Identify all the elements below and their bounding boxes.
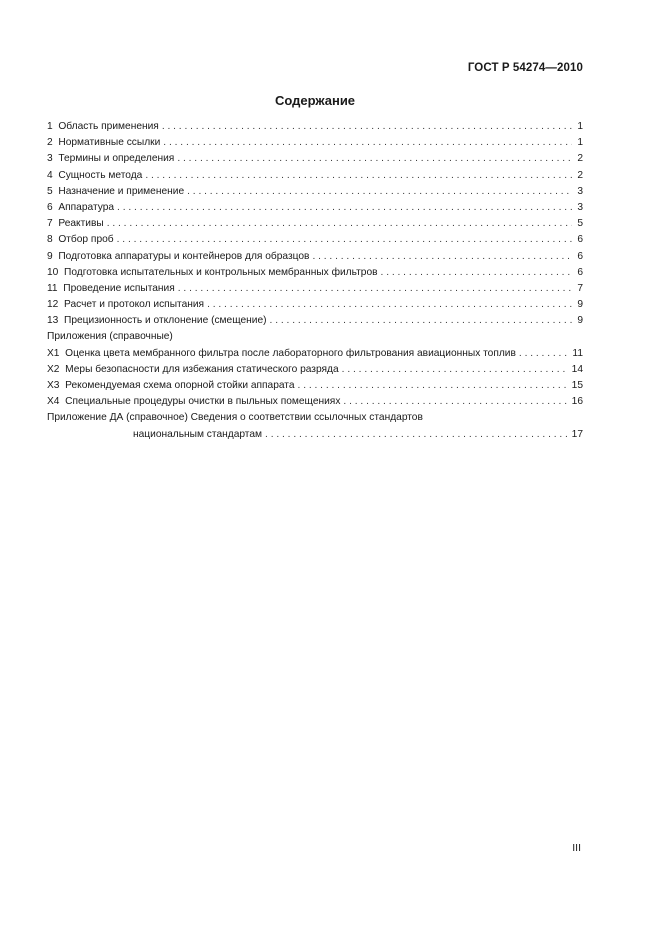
table-of-contents xyxy=(47,119,583,443)
toc-entry-page: 2 xyxy=(577,153,583,165)
toc-appendix-entry[interactable] xyxy=(47,346,583,362)
toc-entry[interactable] xyxy=(47,265,583,281)
dot-leader xyxy=(177,151,572,167)
toc-entry-number: 8 xyxy=(47,234,53,246)
toc-entry-label: Реактивы xyxy=(58,218,104,230)
toc-entry-label: Меры безопасности для избежания статического разряда xyxy=(65,363,339,375)
toc-entry[interactable] xyxy=(47,297,583,313)
toc-entry-page: 5 xyxy=(577,218,583,230)
toc-entry[interactable] xyxy=(47,184,583,200)
toc-entry[interactable] xyxy=(47,313,583,329)
toc-entry[interactable] xyxy=(47,135,583,151)
toc-entry-page: 17 xyxy=(571,428,583,440)
toc-entry[interactable] xyxy=(47,232,583,248)
toc-entry[interactable] xyxy=(47,249,583,265)
toc-entry-number: 6 xyxy=(47,201,53,213)
toc-entry[interactable] xyxy=(47,281,583,297)
toc-entry-label: Назначение и применение xyxy=(58,185,185,197)
toc-entry-number: 5 xyxy=(47,185,53,197)
toc-entry[interactable] xyxy=(47,168,583,184)
toc-entry[interactable] xyxy=(47,151,583,167)
toc-entry-page: 9 xyxy=(577,299,583,311)
toc-entry-page: 11 xyxy=(572,347,583,359)
appendices-heading: Приложения (справочные) xyxy=(47,331,173,343)
toc-entry-number: 3 xyxy=(47,153,53,165)
page-folio: III xyxy=(572,842,581,854)
toc-appendix-entry[interactable] xyxy=(47,378,583,394)
toc-entry-label: Рекомендуемая схема опорной стойки аппарата xyxy=(65,380,295,391)
toc-title: Содержание xyxy=(274,93,356,108)
toc-entry-number: 2 xyxy=(47,137,53,149)
dot-leader xyxy=(519,346,570,362)
toc-entry-number: 7 xyxy=(47,218,53,230)
toc-entry[interactable] xyxy=(47,200,583,216)
toc-entry-page: 16 xyxy=(571,396,583,408)
toc-entry-number: 9 xyxy=(47,250,53,262)
toc-appendix-entry[interactable] xyxy=(47,394,583,410)
toc-entry-label: Подготовка аппаратуры и контейнеров для образцов xyxy=(58,250,310,262)
dot-leader xyxy=(178,281,572,297)
toc-entry-label: Сущность метода xyxy=(58,169,143,181)
dot-leader xyxy=(107,216,572,232)
annex-da-title[interactable]: Приложение ДА (справочное) Сведения о соответствии ссылочных стандартов xyxy=(47,412,423,424)
dot-leader xyxy=(342,362,569,378)
toc-entry-label: Подготовка испытательных и контрольных мембранных фильтров xyxy=(64,266,378,278)
dot-leader xyxy=(312,249,572,265)
annex-da-continuation[interactable] xyxy=(47,427,583,443)
toc-entry-label: Расчет и протокол испытания xyxy=(64,299,205,311)
toc-entry-number: 11 xyxy=(47,282,58,294)
dot-leader xyxy=(343,394,568,410)
toc-entry[interactable] xyxy=(47,216,583,232)
toc-entry-number: 10 xyxy=(47,266,59,278)
toc-entry-page: 1 xyxy=(577,121,583,132)
toc-entry-number: X3 xyxy=(47,380,60,391)
toc-entry-label: Нормативные ссылки xyxy=(58,137,161,149)
dot-leader xyxy=(117,232,572,248)
toc-entry-label: Аппаратура xyxy=(58,201,115,213)
document-code: ГОСТ Р 54274—2010 xyxy=(467,62,583,74)
toc-entry-label: Область применения xyxy=(58,121,159,132)
toc-entry-number: X4 xyxy=(47,396,60,408)
toc-entry-page: 3 xyxy=(577,185,583,197)
dot-leader xyxy=(207,297,572,313)
toc-entry-label: Термины и определения xyxy=(58,153,175,165)
toc-entry-number: X1 xyxy=(47,347,60,359)
toc-entry-page: 6 xyxy=(577,234,583,246)
dot-leader xyxy=(270,313,572,329)
dot-leader xyxy=(187,184,572,200)
toc-entry-label: Проведение испытания xyxy=(63,282,175,294)
toc-entry[interactable] xyxy=(47,119,583,135)
dot-leader xyxy=(265,427,569,443)
toc-entry-label: национальным стандартам xyxy=(133,428,263,440)
toc-entry-label: Специальные процедуры очистки в пыльных помещениях xyxy=(65,396,341,408)
toc-entry-page: 15 xyxy=(571,380,583,391)
toc-entry-page: 6 xyxy=(577,266,583,278)
toc-entry-page: 9 xyxy=(577,315,583,327)
toc-entry-number: 4 xyxy=(47,169,53,181)
dot-leader xyxy=(381,265,572,281)
toc-entry-page: 2 xyxy=(577,169,583,181)
toc-entry-label: Оценка цвета мембранного фильтра после лабораторного фильтрования авиационных топлив xyxy=(65,347,516,359)
dot-leader xyxy=(298,378,569,394)
toc-entry-page: 3 xyxy=(577,201,583,213)
toc-entry-page: 1 xyxy=(577,137,583,149)
toc-entry-label: Отбор проб xyxy=(58,234,114,246)
dot-leader xyxy=(163,135,572,151)
dot-leader xyxy=(162,119,572,135)
toc-entry-number: 1 xyxy=(47,121,53,132)
toc-entry-label: Прецизионность и отклонение (смещение) xyxy=(64,315,267,327)
toc-entry-page: 6 xyxy=(577,250,583,262)
toc-entry-number: 12 xyxy=(47,299,59,311)
dot-leader xyxy=(117,200,572,216)
toc-entry-page: 7 xyxy=(577,282,583,294)
dot-leader xyxy=(145,168,572,184)
toc-appendix-entry[interactable] xyxy=(47,362,583,378)
toc-entry-page: 14 xyxy=(571,363,583,375)
toc-entry-number: X2 xyxy=(47,363,60,375)
toc-entry-number: 13 xyxy=(47,315,59,327)
